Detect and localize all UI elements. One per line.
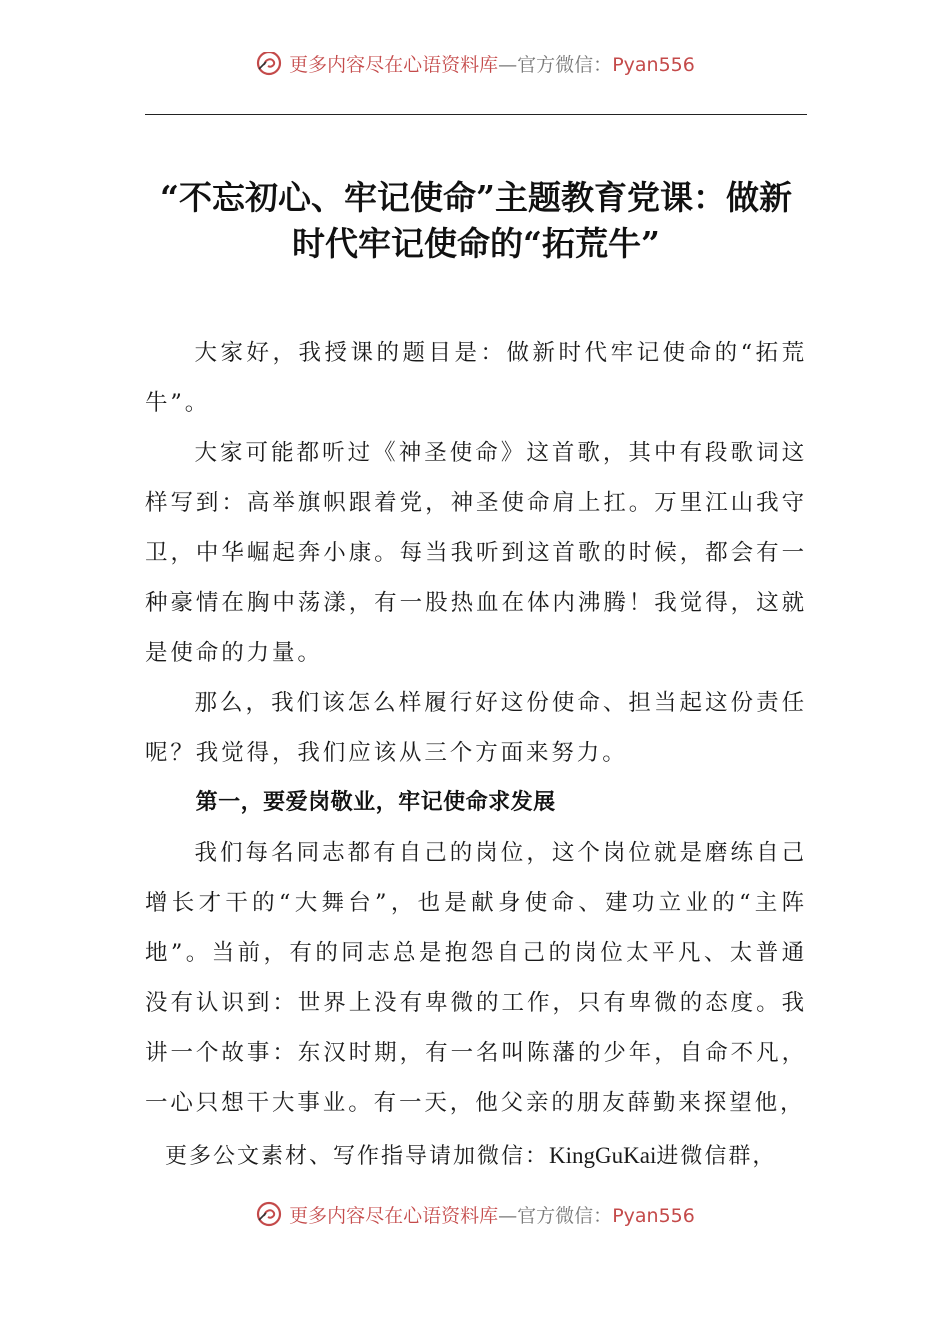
logo-icon xyxy=(255,1200,283,1228)
paragraph: 那么，我们该怎么样履行好这份使命、担当起这份责任呢？我觉得，我们应该从三个方面来努力。 xyxy=(145,690,807,766)
paragraph: 大家好，我授课的题目是：做新时代牢记使命的“拓荒牛”。 xyxy=(145,340,807,416)
document-title: “不忘初心、牢记使命”主题教育党课：做新时代牢记使命的“拓荒牛” xyxy=(160,178,792,263)
footer-watermark-text: 更多内容尽在心语资料库—官方微信：Pyan556 xyxy=(289,1204,695,1227)
logo-icon xyxy=(255,52,283,77)
header-divider xyxy=(145,114,807,115)
section-heading: 第一，要爱岗敬业，牢记使命求发展 xyxy=(195,790,556,815)
paragraph: 我们每名同志都有自己的岗位，这个岗位就是磨练自己增长才干的“大舞台”，也是献身使命、建功立业的“主阵地”。当前，有的同志总是抱怨自己的岗位太平凡、太普通没有认识到：世界上没有卑微的工作，只有卑微的态度。我讲一个故事：东汉时期，有一名叫陈藩的少年，自命不凡，一心只想干大事业。有一天，他父亲的朋友薛勤来探望他， xyxy=(145,840,807,1116)
header-watermark xyxy=(0,52,950,88)
footer-note: 更多公文素材、写作指导请加微信：KingGuKai进微信群， xyxy=(165,1143,777,1169)
paragraph: 大家可能都听过《神圣使命》这首歌，其中有段歌词这样写到：高举旗帜跟着党，神圣使命肩上扛。万里江山我守卫，中华崛起奔小康。每当我听到这首歌的时候，都会有一种豪情在胸中荡漾，有一股热血在体内沸腾！我觉得，这就是使命的力量。 xyxy=(145,440,807,666)
footer-watermark xyxy=(0,1200,950,1228)
document-body xyxy=(145,328,807,1128)
header-watermark-text: 更多内容尽在心语资料库—官方微信：Pyan556 xyxy=(289,53,695,76)
